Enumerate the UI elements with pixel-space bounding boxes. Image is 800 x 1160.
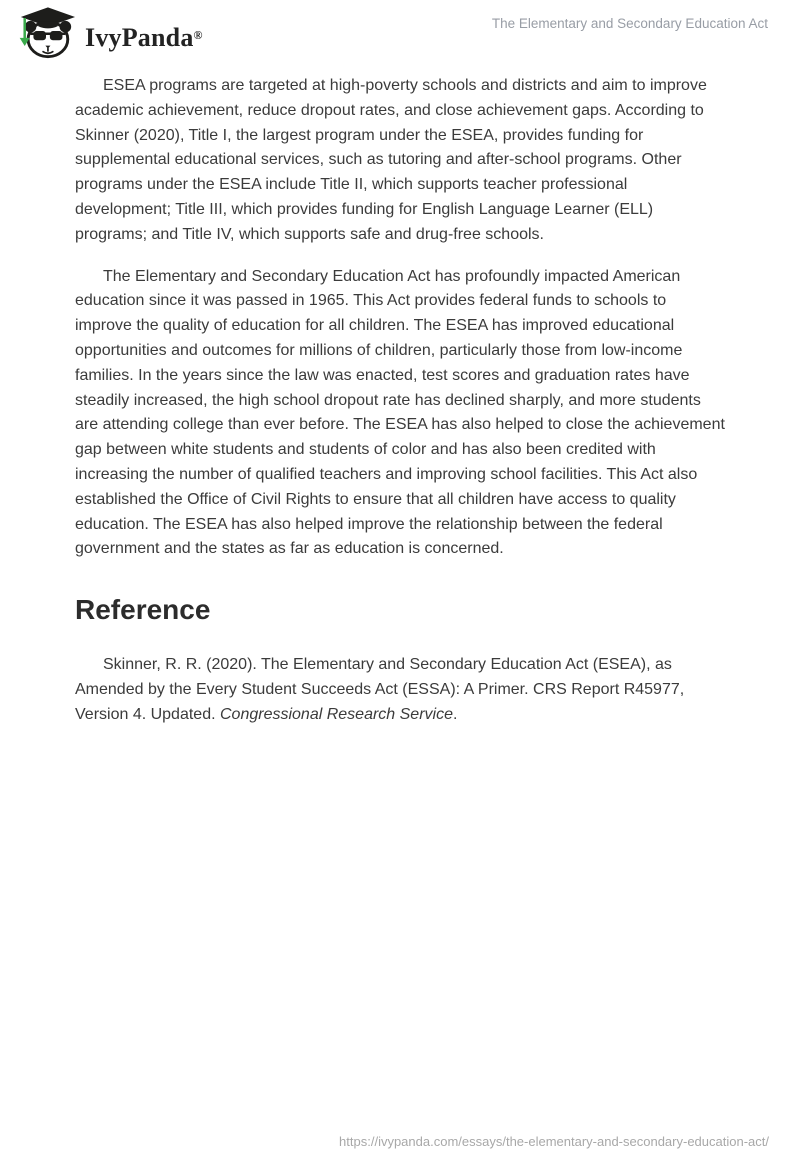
essay-body <box>0 58 800 727</box>
citation-source-italic: Congressional Research Service <box>219 705 453 723</box>
registered-mark: ® <box>193 28 203 42</box>
page-header <box>0 0 800 58</box>
logo-wordmark: IvyPanda® <box>85 23 203 52</box>
source-url[interactable]: https://ivypanda.com/essays/the-elementary-and-secondary-education-act/ <box>339 1134 769 1149</box>
document-title: The Elementary and Secondary Education Act <box>491 16 768 31</box>
ivypanda-logo[interactable] <box>16 6 203 64</box>
body-paragraph-1: ESEA programs are targeted at high-poverty schools and districts and aim to improve academic achievement, reduce dropout rates, and close achievement gaps. According to Skinner (2020), Title I, the largest program under the ESEA, provides funding for supplemental educational services, such as tutoring and after-school programs. Other programs under the ESEA include Title II, which supports teacher professional development; Title III, which provides funding for English Language Learner (ELL) programs; and Title IV, which supports safe and drug-free schools. <box>75 77 707 243</box>
reference-citation <box>75 653 725 727</box>
citation-text: Skinner, R. R. (2020). The Elementary and Secondary Education Act (ESEA), as Amended by the Every Student Succeeds Act (ESSA): A Primer. CRS Report R45977, Version 4. Updated. <box>75 655 685 723</box>
reference-heading: Reference <box>75 594 211 626</box>
ivypanda-panda-icon <box>16 6 76 64</box>
citation-suffix: . <box>452 705 458 723</box>
body-paragraph-2: The Elementary and Secondary Education Act has profoundly impacted American education since it was passed in 1965. This Act provides federal funds to schools to improve the quality of education for all children. The ESEA has improved educational opportunities and outcomes for millions of children, particularly those from low-income families. In the years since the law was enacted, test scores and graduation rates have steadily increased, the high school dropout rate has declined sharply, and more students are attending college than ever before. The ESEA has also helped to close the achievement gap between white students and students of color and has also been credited with increasing the number of qualified teachers and improving school facilities. This Act also established the Office of Civil Rights to ensure that all children have access to quality education. The ESEA has also helped improve the relationship between the federal government and the states as far as education is concerned. <box>75 267 725 558</box>
